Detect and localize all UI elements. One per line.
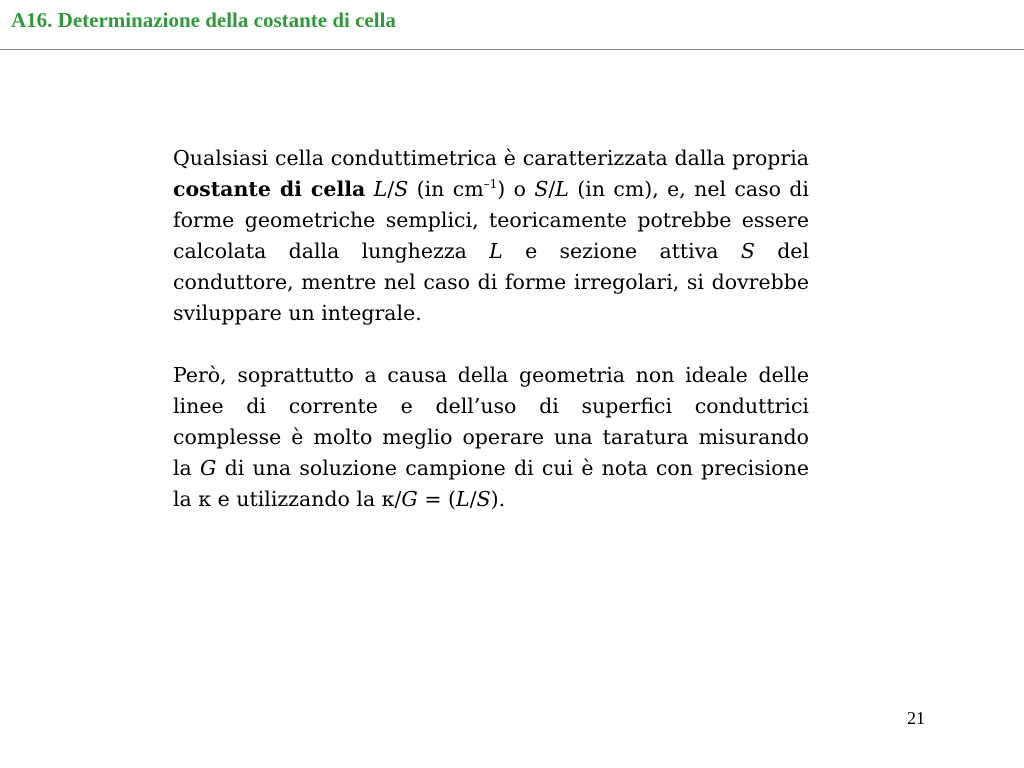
- paragraph-cell-constant: [173, 143, 809, 329]
- variable-l: L: [373, 177, 388, 201]
- title-divider: [0, 49, 1024, 50]
- text-run: (in cm: [408, 177, 484, 201]
- paragraph-calibration: [173, 360, 809, 515]
- text-run: /: [387, 177, 395, 201]
- text-run: di una soluzione campione di cui è nota con precisione la κ e utilizzando la κ/: [173, 456, 809, 511]
- text-run: /: [469, 487, 477, 511]
- variable-l: L: [555, 177, 569, 201]
- variable-l: L: [489, 239, 503, 263]
- variable-g: G: [200, 456, 217, 480]
- text-run: Qualsiasi cella conduttimetrica è caratterizzata dalla propria: [173, 146, 809, 170]
- variable-s: S: [740, 239, 755, 263]
- superscript: –1: [483, 177, 498, 191]
- text-run: = (: [417, 487, 457, 511]
- text-run: Però, soprattutto a causa della geometria non ideale delle linee di corrente e dell’uso di superfici conduttrici complesse è molto meglio operare una taratura misurando la: [173, 363, 809, 480]
- text-run: ).: [490, 487, 506, 511]
- text-run: e sezione attiva: [502, 239, 741, 263]
- text-run: ) o: [497, 177, 535, 201]
- variable-l: L: [456, 487, 470, 511]
- slide-title: A16. Determinazione della costante di cella: [11, 8, 396, 32]
- text-run: del conduttore, mentre nel caso di forme irregolari, si dovrebbe sviluppare un integrale.: [173, 239, 809, 325]
- text-run: [365, 177, 373, 201]
- page-number: 21: [907, 708, 925, 728]
- slide-body: [173, 143, 809, 515]
- text-run: /: [548, 177, 556, 201]
- variable-s: S: [394, 177, 409, 201]
- variable-s: S: [476, 487, 491, 511]
- bold-term: costante di cella: [173, 177, 366, 201]
- variable-s: S: [534, 177, 549, 201]
- variable-g: G: [401, 487, 418, 511]
- text-run: (in cm), e, nel caso di forme geometriche semplici, teoricamente potrebbe essere calcolata dalla lunghezza: [173, 177, 809, 263]
